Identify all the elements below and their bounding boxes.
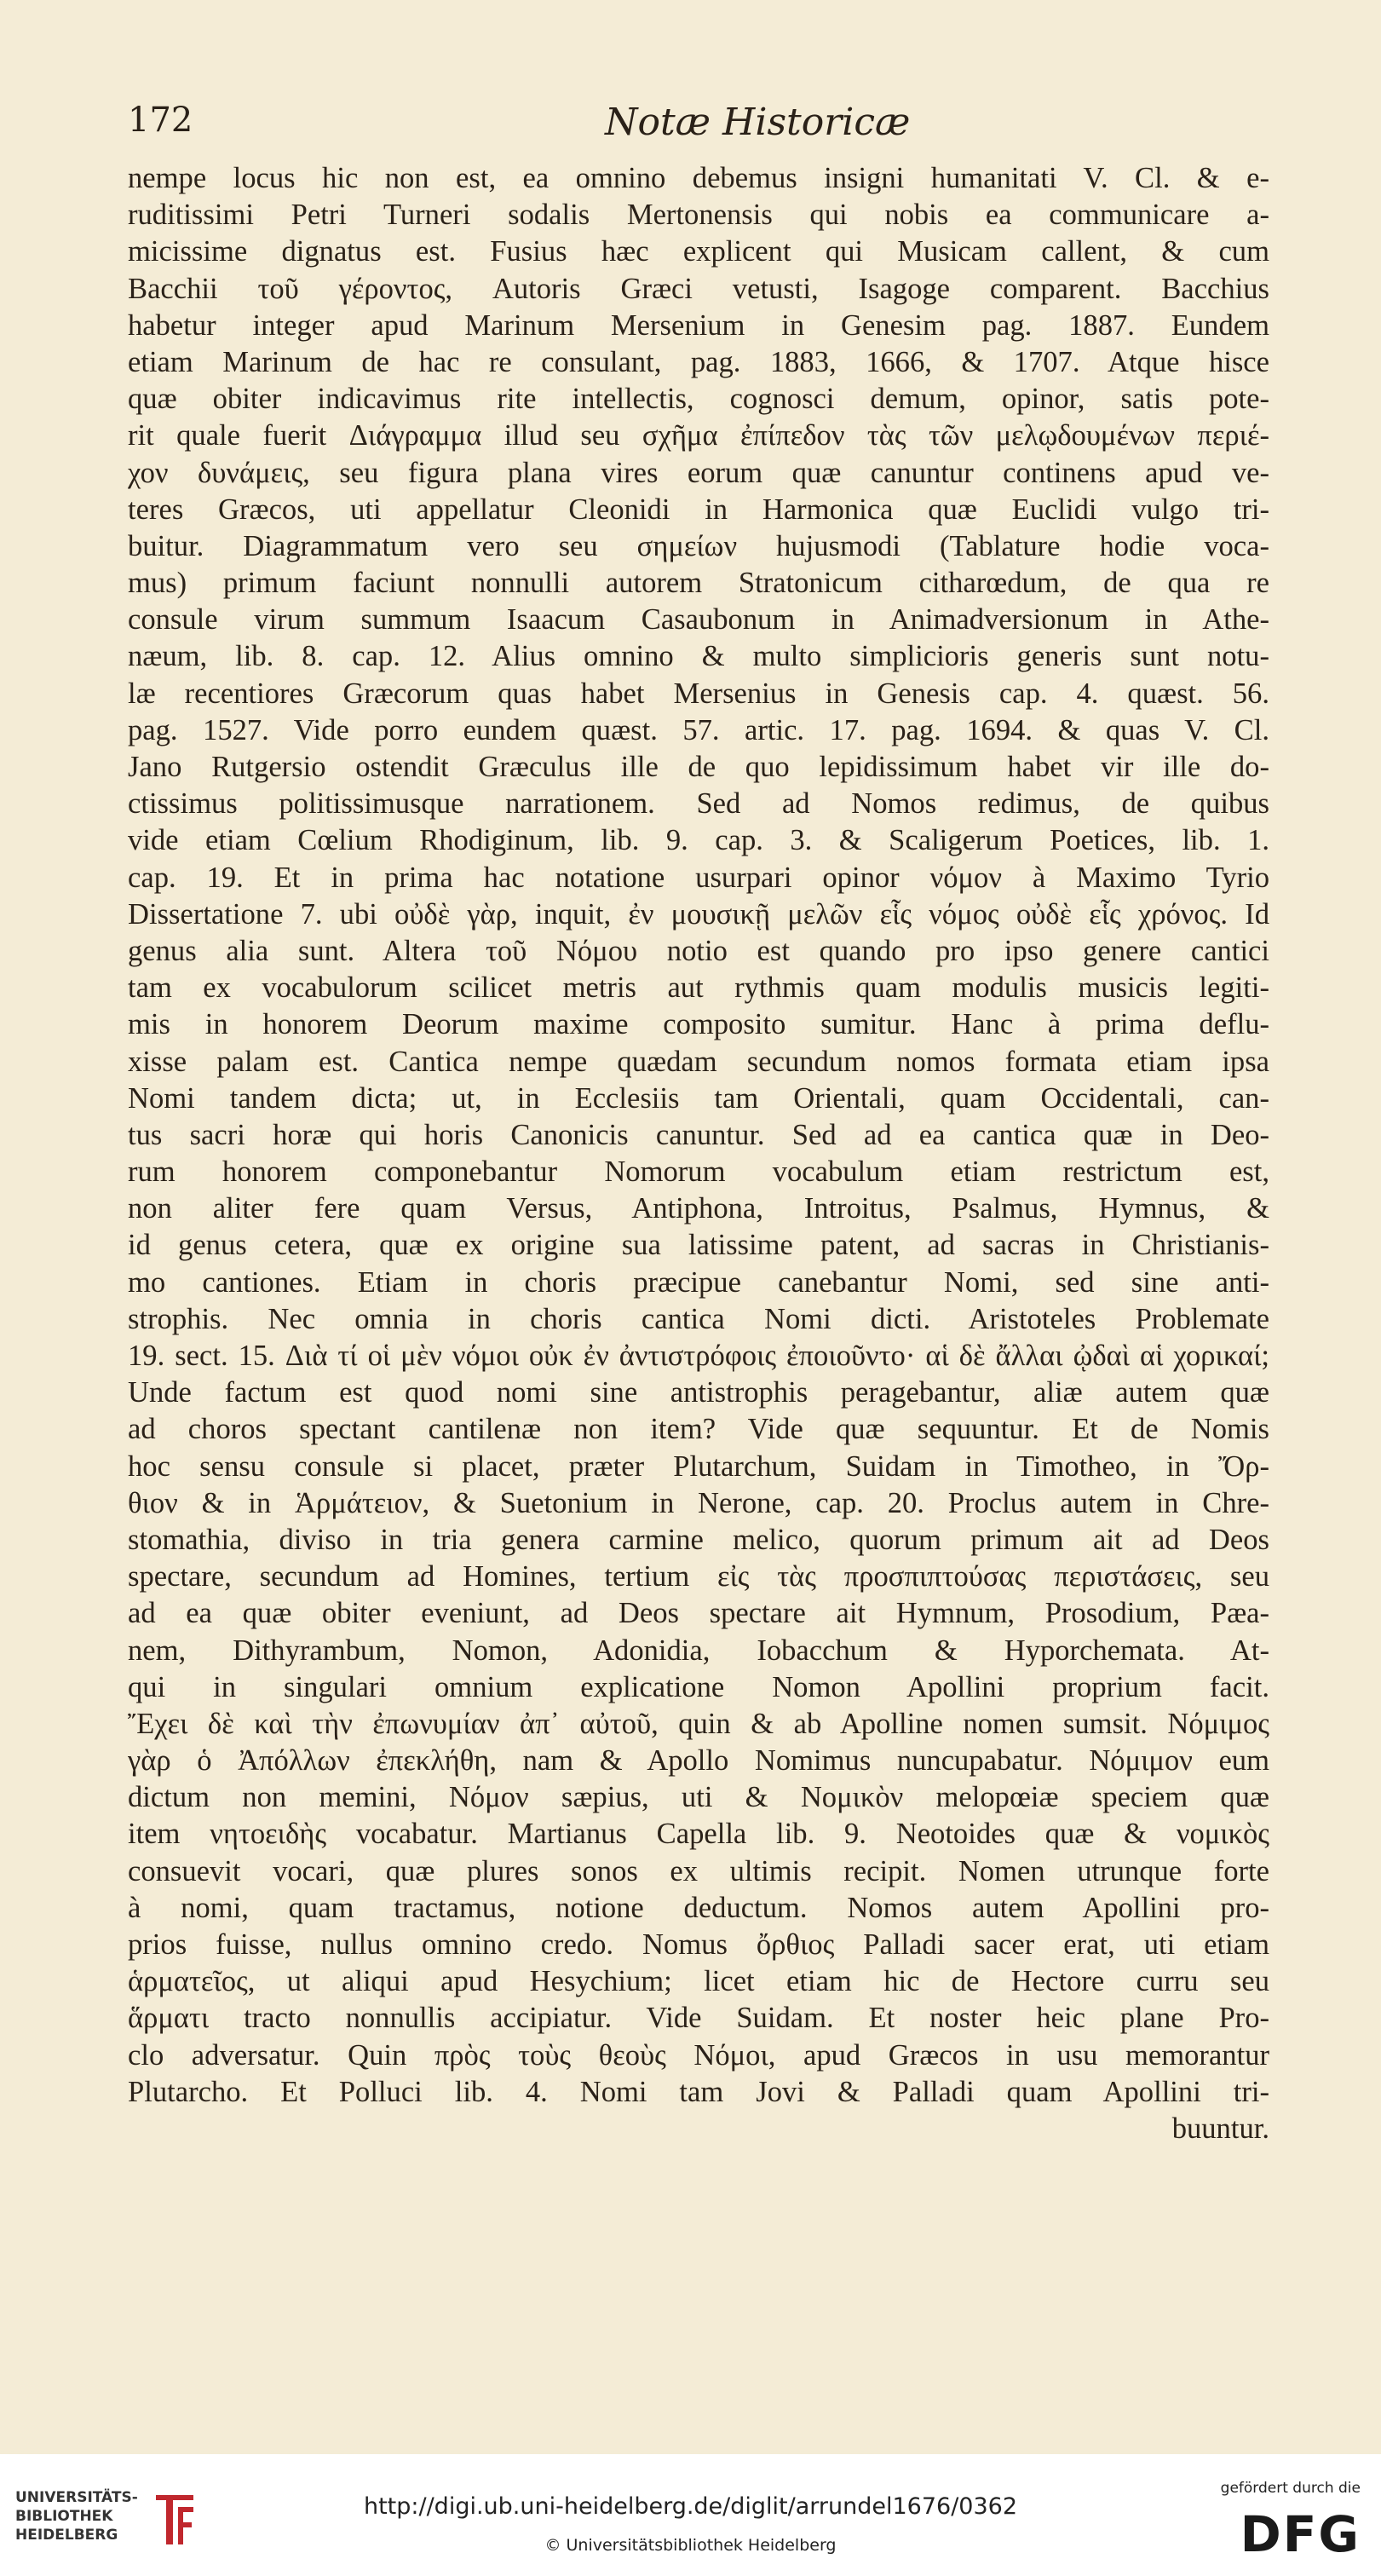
body-text xyxy=(128,160,1269,2342)
text-line: strophis. Nec omnia in choris cantica Nomi dicti. Aristoteles Problemate xyxy=(128,1302,1269,1335)
page-number: 172 xyxy=(128,101,193,140)
text-line: Ἔχει δὲ καὶ τὴν ἐπωνυμίαν ἀπ᾽ αὐτοῦ, quin & ab Apolline nomen sumsit. Νόμιμος xyxy=(128,1707,1269,1740)
text-line: qui in singulari omnium explicatione Nomon Apollini proprium facit. xyxy=(128,1670,1269,1703)
running-title: Notæ Historicæ xyxy=(605,101,911,144)
text-line: à nomi, quam tractamus, notione deductum. Nomos autem Apollini pro- xyxy=(128,1891,1269,1924)
text-line: Jano Rutgersio ostendit Græculus ille de quo lepidissimum habet vir ille do- xyxy=(128,751,1269,783)
text-line: Unde factum est quod nomi sine antistrophis peragebantur, aliæ autem quæ xyxy=(128,1376,1269,1409)
text-line: tam ex vocabulorum scilicet metris aut rythmis quam modulis musicis legiti- xyxy=(128,971,1269,1005)
text-line: Bacchii τοῦ γέροντος, Autoris Græci vetusti, Isagoge comparent. Bacchius xyxy=(128,272,1269,305)
text-line: item νητοειδὴς vocabatur. Martianus Capella lib. 9. Neotoides quæ & νομικὸς xyxy=(128,1818,1269,1851)
logo-line: HEIDELBERG xyxy=(15,2527,118,2544)
text-line: rit quale fuerit Διάγραμμα illud seu σχῆμα ἐπίπεδον τὰς τῶν μελῳδουμένων περιέ- xyxy=(128,419,1269,452)
text-line: pag. 1527. Vide porro eundem quæst. 57. artic. 17. pag. 1694. & quas V. Cl. xyxy=(128,713,1269,746)
dfg-logo[interactable]: DFG xyxy=(1240,2505,1361,2563)
text-line: γὰρ ὁ Ἀπόλλων ἐπεκλήθη, nam & Apollo Nomimus nuncupabatur. Νόμιμον eum xyxy=(128,1744,1269,1778)
text-line: tus sacri horæ qui horis Canonicis canuntur. Sed ad ea cantica quæ in Deo- xyxy=(128,1118,1269,1151)
logo-line: UNIVERSITÄTS- xyxy=(15,2489,138,2506)
text-line: etiam Marinum de hac re consulant, pag. 1883, 1666, & 1707. Atque hisce xyxy=(128,345,1269,378)
logo-line: BIBLIOTHEK xyxy=(15,2508,113,2525)
text-line: teres Græcos, uti appellatur Cleonidi in Harmonica quæ Euclidi vulgo tri- xyxy=(128,493,1269,526)
text-line: xisse palam est. Cantica nempe quædam secundum nomos formata etiam ipsa xyxy=(128,1045,1269,1078)
text-line: nempe locus hic non est, ea omnino debemus insigni humanitati V. Cl. & e- xyxy=(128,162,1269,194)
text-line: consule virum summum Isaacum Casaubonum in Animadversionum in Athe- xyxy=(128,603,1269,637)
text-line: quæ obiter indicavimus rite intellectis, cognosci demum, opinor, satis pote- xyxy=(128,383,1269,416)
text-line: ctissimus politissimusque narrationem. Sed ad Nomos redimus, de quibus xyxy=(128,787,1269,821)
text-line: næum, lib. 8. cap. 12. Alius omnino & multo simplicioris generis sunt notu- xyxy=(128,640,1269,673)
text-line: mo cantiones. Etiam in choris præcipue canebantur Nomi, sed sine anti- xyxy=(128,1265,1269,1299)
text-line: læ recentiores Græcorum quas habet Mersenius in Genesis cap. 4. quæst. 56. xyxy=(128,677,1269,710)
text-line: ad ea quæ obiter eveniunt, ad Deos spectare ait Hymnum, Prosodium, Pæa- xyxy=(128,1597,1269,1630)
text-line: Nomi tandem dicta; ut, in Ecclesiis tam Orientali, quam Occidentali, can- xyxy=(128,1081,1269,1115)
text-line: buitur. Diagrammatum vero seu σημείων hujusmodi (Tablature hodie voca- xyxy=(128,529,1269,562)
text-line: consuevit vocari, quæ plures sonos ex ultimis recipit. Nomen utrunque forte xyxy=(128,1854,1269,1887)
text-line: non aliter fere quam Versus, Antiphona, Introitus, Psalmus, Hymnus, & xyxy=(128,1192,1269,1225)
page-header xyxy=(128,101,1270,152)
text-line: nem, Dithyrambum, Nomon, Adonidia, Iobacchum & Hyporchemata. At- xyxy=(128,1634,1269,1667)
text-line: clo adversatur. Quin πρὸς τοὺς θεοὺς Νόμοι, apud Græcos in usu memorantur xyxy=(128,2038,1269,2072)
text-line: Plutarcho. Et Polluci lib. 4. Nomi tam Jovi & Palladi quam Apollini tri- xyxy=(128,2075,1269,2108)
text-line: vide etiam Cœlium Rhodiginum, lib. 9. cap. 3. & Scaligerum Poetices, lib. 1. xyxy=(128,824,1269,857)
text-line: 19. sect. 15. Διὰ τί οἱ μὲν νόμοι οὐκ ἐν ἀντιστρόφοις ἐποιοῦντο· αἱ δὲ ἄλλαι ᾠδαὶ αἱ χορικαί; xyxy=(128,1340,1269,1372)
text-line: cap. 19. Et in prima hac notatione usurpari opinor νόμον à Maximo Tyrio xyxy=(128,861,1269,894)
text-line: prios fuisse, nullus omnino credo. Nomus ὄρθιος Palladi sacer erat, uti etiam xyxy=(128,1928,1269,1961)
text-line: spectare, secundum ad Homines, tertium εἰς τὰς προσπιπτούσας περιστάσεις, seu xyxy=(128,1560,1269,1593)
text-line: θιον & in Ἁρμάτειον, & Suetonium in Nerone, cap. 20. Proclus autem in Chre- xyxy=(128,1486,1269,1519)
permalink-url[interactable]: http://digi.ub.uni-heidelberg.de/diglit/arrundel1676/0362 xyxy=(363,2493,1018,2520)
text-line: mis in honorem Deorum maxime composito sumitur. Hanc à prima deflu- xyxy=(128,1008,1269,1041)
text-line: ἁρματεῖος, ut aliqui apud Hesychium; licet etiam hic de Hectore curru seu xyxy=(128,1965,1269,1998)
text-line: habetur integer apud Marinum Mersenium in Genesim pag. 1887. Eundem xyxy=(128,308,1269,342)
text-line: micissime dignatus est. Fusius hæc explicent qui Musicam callent, & cum xyxy=(128,235,1269,268)
text-line: rum honorem componebantur Nomorum vocabulum etiam restrictum est, xyxy=(128,1155,1269,1189)
text-line: genus alia sunt. Altera τοῦ Νόμου notio est quando pro ipso genere cantici xyxy=(128,934,1269,967)
text-line: Dissertatione 7. ubi οὐδὲ γὰρ, inquit, ἐν μουσικῇ μελῶν εἷς νόμος οὐδὲ εἷς χρόνος. Id xyxy=(128,897,1269,931)
text-line: ruditissimi Petri Turneri sodalis Mertonensis qui nobis ea communicare a- xyxy=(128,199,1269,232)
text-line: ἅρματι tracto nonnullis accipiatur. Vide Suidam. Et noster heic plane Pro- xyxy=(128,2002,1269,2035)
text-line: id genus cetera, quæ ex origine sua latissime patent, ad sacras in Christianis- xyxy=(128,1229,1269,1262)
text-line: dictum non memini, Νόμον sæpius, uti & Νομικὸν melopœiæ speciem quæ xyxy=(128,1781,1269,1814)
text-line: hoc sensu consule si placet, præter Plutarchum, Suidam in Timotheo, in Ὄρ- xyxy=(128,1449,1269,1483)
text-line: stomathia, diviso in tria genera carmine melico, quorum primum ait ad Deos xyxy=(128,1523,1269,1556)
text-line: χον δυνάμεις, seu figura plana vires eorum quæ canuntur continens apud ve- xyxy=(128,456,1269,489)
text-line: buuntur. xyxy=(1171,2112,1269,2145)
text-line: ad choros spectant cantilenæ non item? Vide quæ sequuntur. Et de Nomis xyxy=(128,1413,1269,1446)
copyright-notice: © Universitätsbibliothek Heidelberg xyxy=(544,2536,837,2555)
funding-caption: gefördert durch die xyxy=(1220,2480,1361,2497)
text-line: mus) primum faciunt nonnulli autorem Stratonicum citharœdum, de qua re xyxy=(128,567,1269,600)
footer xyxy=(0,2454,1381,2576)
